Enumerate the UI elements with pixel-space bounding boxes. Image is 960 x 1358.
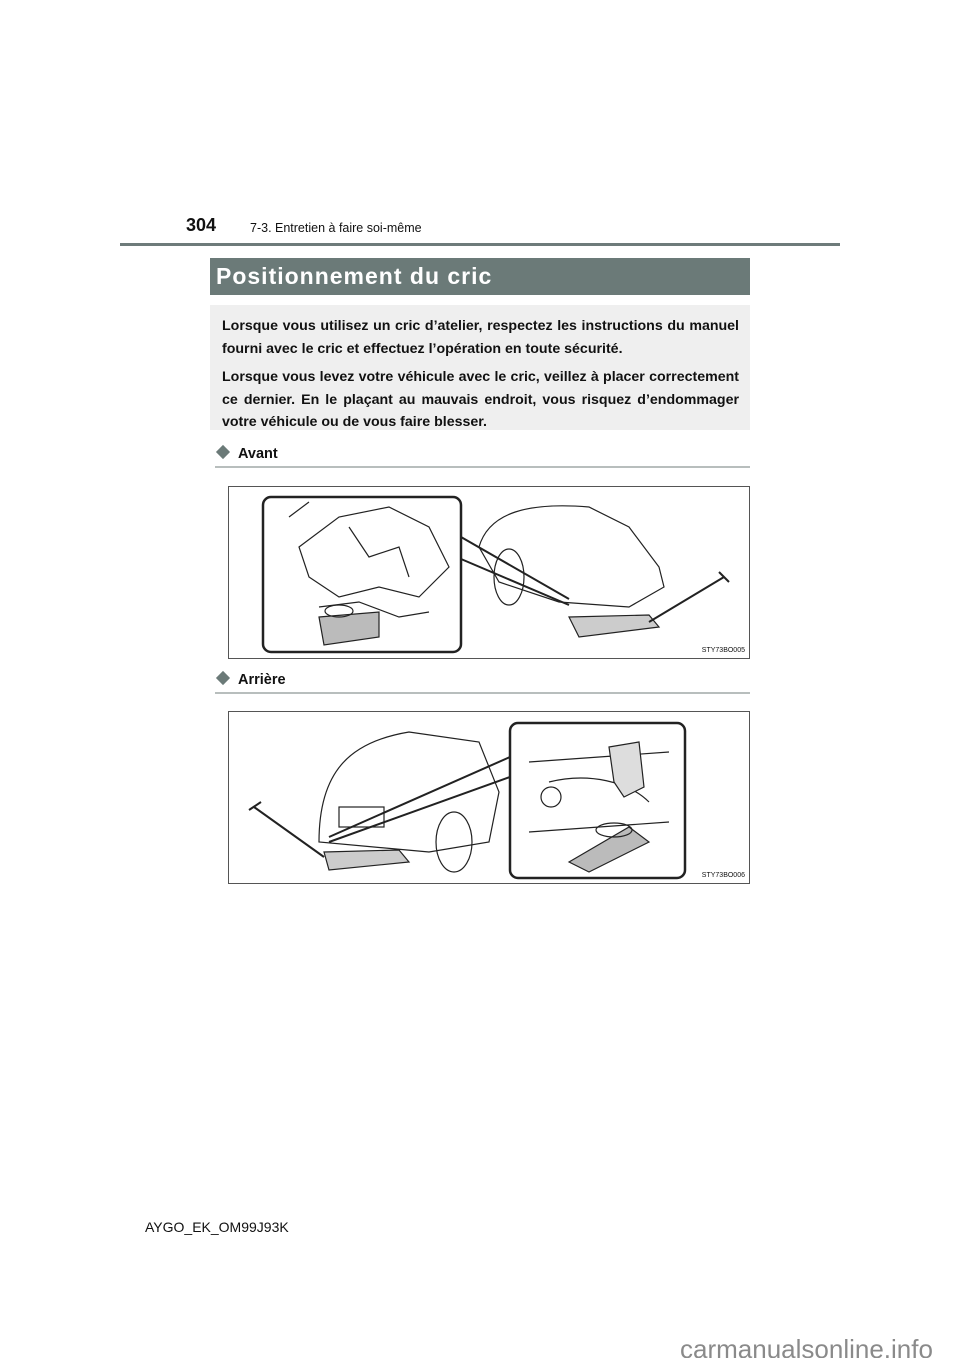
intro-paragraph: Lorsque vous levez votre véhicule avec le cric, veillez à placer correctement ce dernier. En le plaçant au mauvais endroit, vous risquez d’endommager votre véhicule ou de vous faire blesser. [222, 369, 739, 430]
subsection-arriere [218, 672, 286, 688]
subsection-avant [218, 446, 278, 462]
figure-code: STY73BO006 [701, 872, 745, 879]
subsection-rule [215, 692, 750, 694]
subsection-label: Avant [238, 446, 278, 462]
page-number: 304 [186, 215, 217, 235]
rear-jack-illustration [228, 711, 750, 884]
figure-code: STY73BO005 [701, 647, 745, 654]
intro-paragraph: Lorsque vous utilisez un cric d’atelier, respectez les instructions du manuel fourni avec le cric et effectuez l’opération en toute sécurité. [222, 318, 739, 357]
subsection-label: Arrière [238, 672, 286, 688]
watermark: carmanualsonline.info [680, 1334, 933, 1358]
diamond-bullet-icon [216, 671, 230, 685]
subsection-rule [215, 466, 750, 468]
header-rule [120, 243, 840, 246]
rear-jack-drawing [229, 712, 751, 885]
front-jack-drawing [229, 487, 751, 660]
diamond-bullet-icon [216, 445, 230, 459]
page-title: Positionnement du cric [210, 258, 750, 295]
document-code: AYGO_EK_OM99J93K [145, 1219, 289, 1235]
section-heading: 7-3. Entretien à faire soi-même [250, 221, 422, 235]
intro-box [210, 305, 750, 430]
front-jack-illustration [228, 486, 750, 659]
